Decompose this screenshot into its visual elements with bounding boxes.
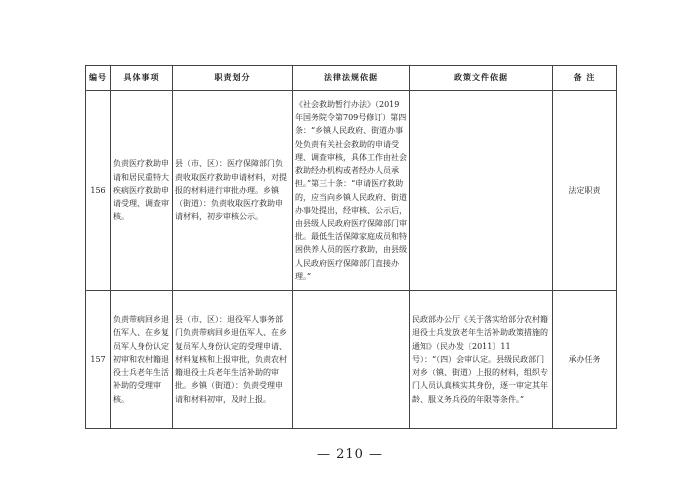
row-number: 156 — [86, 91, 111, 291]
table-header-row — [86, 66, 617, 91]
row-duty: 县（市、区）：医疗保障部门负责收取医疗救助申请材料，对提报的材料进行审批办理。乡镇（街道）：负责收取医疗救助申请材料，初步审核公示。 — [173, 91, 293, 291]
row-number: 157 — [86, 291, 111, 429]
header-num: 编号 — [86, 66, 111, 91]
row-law: 《社会救助暂行办法》（2019年国务院令第709号修订）第四条：“乡镇人民政府、街道办事处负责有关社会救助的申请受理、调查审核，具体工作由社会救助经办机构或者经办人员承担。”第三十条：“申请医疗救助的，应当向乡镇人民政府、街道办事处提出，经审核、公示后，由县级人民政府医疗保障部门审批。最低生活保障家庭成员和特困供养人员的医疗救助，由县级人民政府医疗保障部门直接办理。” — [293, 91, 410, 291]
header-item: 具体事项 — [111, 66, 173, 91]
row-policy — [410, 91, 553, 291]
row-law — [293, 291, 410, 429]
header-law: 法律法规依据 — [293, 66, 410, 91]
row-duty: 县（市、区）：退役军人事务部门负责带病回乡退伍军人、在乡复员军人身份认定的受理申请、材料复核和上报审批，负责农村籍退役士兵老年生活补助的审批。乡镇（街道）：负责受理申请和材料初审，及时上报。 — [173, 291, 293, 429]
header-policy: 政策文件依据 — [410, 66, 553, 91]
header-duty: 职责划分 — [173, 66, 293, 91]
header-note: 备 注 — [553, 66, 617, 91]
duty-table — [85, 65, 617, 429]
row-note: 法定职责 — [553, 91, 617, 291]
row-note: 承办任务 — [553, 291, 617, 429]
page-number: — 210 — — [316, 447, 384, 462]
row-item: 负责带病回乡退伍军人、在乡复员军人身份认定初审和农村籍退役士兵老年生活补助的受理审核。 — [111, 291, 173, 429]
row-item: 负责医疗救助申请和居民重特大疾病医疗救助申请受理、调查审核。 — [111, 91, 173, 291]
table-row — [86, 291, 617, 429]
table-row — [86, 91, 617, 291]
row-policy: 民政部办公厅《关于落实给部分农村籍退役士兵发放老年生活补助政策措施的通知》（民办发〔2011〕11号）：“（四）会审认定。县级民政部门对乡（镇、街道）上报的材料，组织专门人员认真核实其身份，逐一审定其年龄、服义务兵役的年限等条件。” — [410, 291, 553, 429]
